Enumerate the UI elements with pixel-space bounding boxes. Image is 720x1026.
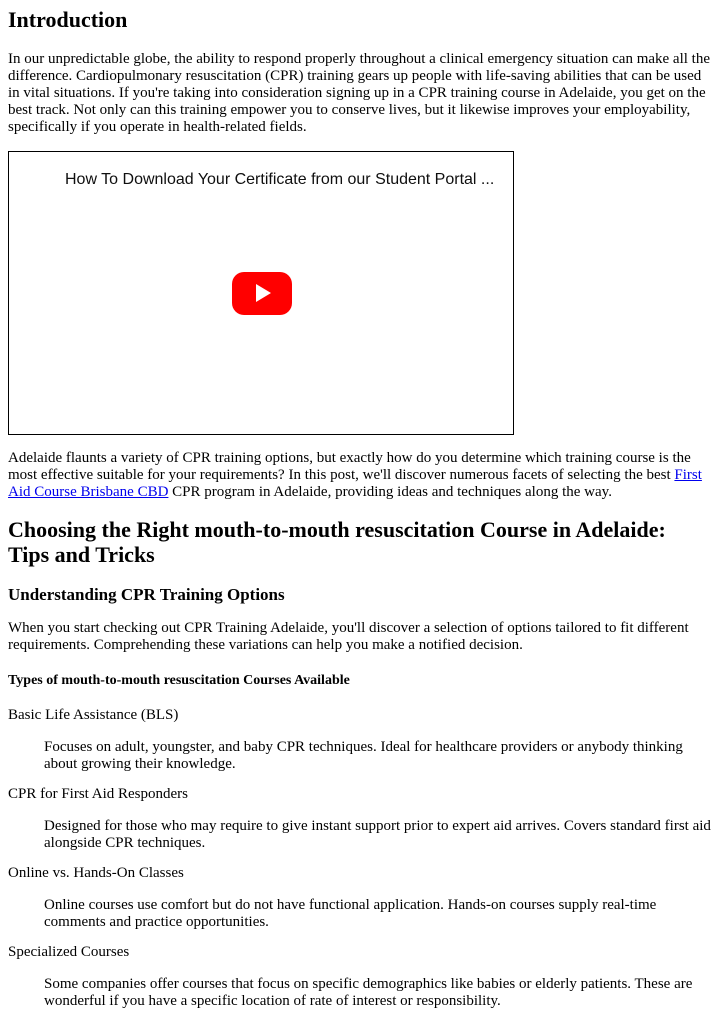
body-paragraph [8, 450, 712, 501]
video-embed[interactable] [8, 151, 514, 435]
course-type-term: Specialized Courses [8, 944, 130, 960]
course-type-desc: Designed for those who may require to give instant support prior to expert aid arrives. Covers standard first aid alongside CPR techniques. [44, 818, 711, 851]
first-aid-course-link[interactable]: First Aid Course Brisbane CBD [8, 467, 702, 500]
intro-heading: Introduction [8, 7, 128, 32]
types-heading: Types of mouth-to-mouth resuscitation Courses Available [8, 673, 350, 688]
course-type-term: Basic Life Assistance (BLS) [8, 707, 179, 723]
course-types-list [8, 707, 712, 1010]
intro-paragraph: In our unpredictable globe, the ability to respond properly throughout a clinical emergency situation can make all the difference. Cardiopulmonary resuscitation (CPR) training gears up people with life-saving abilities that can be used in vital situations. If you're taking into consideration signing up in a CPR training course in Adelaide, you get on the best track. Not only can this training empower you to conserve lives, but it likewise improves your employability, specifically if you operate in health-related fields. [8, 51, 711, 135]
course-type-desc: Focuses on adult, youngster, and baby CPR techniques. Ideal for healthcare providers or anybody thinking about growing their knowledge. [44, 739, 683, 772]
course-type-term: CPR for First Aid Responders [8, 786, 189, 802]
course-type-desc: Some companies offer courses that focus on specific demographics like babies or elderly patients. These are wonderful if you have a specific location of rate of interest or responsibility. [44, 976, 693, 1009]
body-text-after: CPR program in Adelaide, providing ideas and techniques along the way. [168, 484, 612, 500]
video-title[interactable]: How To Download Your Certificate from our Student Portal ... [65, 171, 495, 188]
section-subheading: Understanding CPR Training Options [8, 585, 285, 604]
section-heading: Choosing the Right mouth-to-mouth resuscitation Course in Adelaide: Tips and Tricks [8, 517, 666, 567]
body-text-before: Adelaide flaunts a variety of CPR training options, but exactly how do you determine which training course is the most effective suitable for your requirements? In this post, we'll discover numerous facets of selecting the best [8, 450, 691, 483]
section-paragraph: When you start checking out CPR Training Adelaide, you'll discover a selection of options tailored to fit different requirements. Comprehending these variations can help you make a notified decision. [8, 620, 689, 653]
play-triangle-icon [256, 284, 271, 302]
course-type-term: Online vs. Hands-On Classes [8, 865, 184, 881]
article [0, 9, 720, 1010]
course-type-desc: Online courses use comfort but do not have functional application. Hands-on courses supply real-time comments and practice opportunities. [44, 897, 657, 930]
